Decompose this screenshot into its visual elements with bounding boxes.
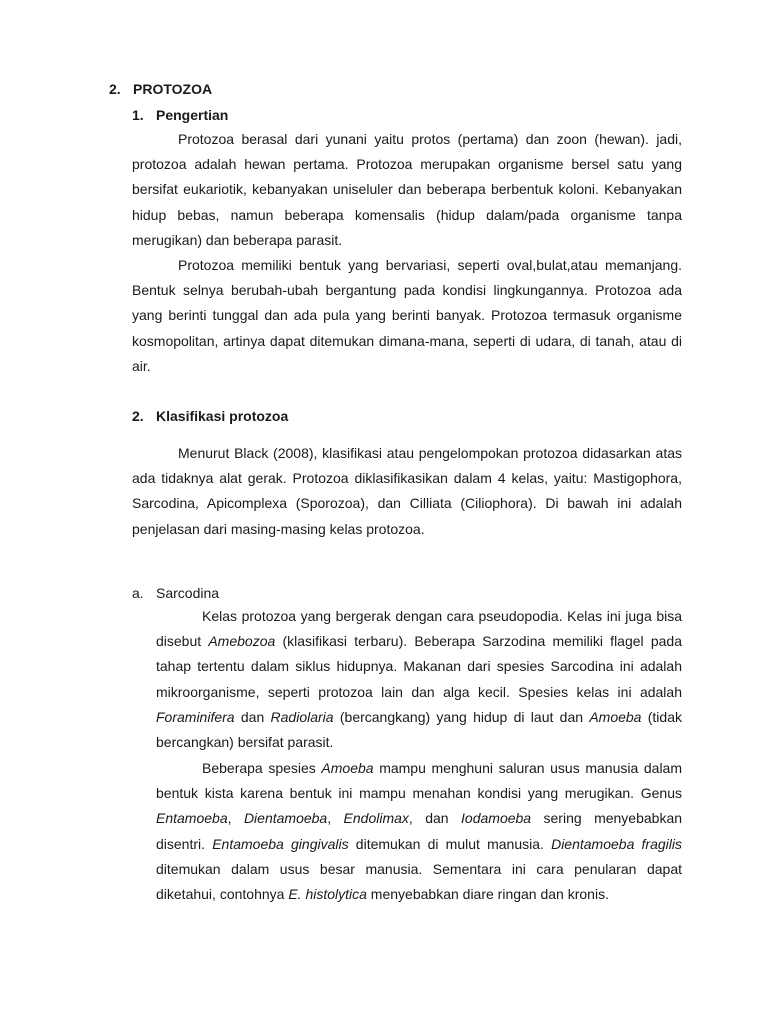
list-item-title: Sarcodina <box>156 585 220 601</box>
subsection-heading-pengertian <box>132 107 228 123</box>
paragraph-pengertian-2: Protozoa memiliki bentuk yang bervariasi, seperti oval,bulat,atau memanjang. Bentuk selnya berubah-ubah bergantung pada kondisi lingkungannya. Protozoa ada yang berinti tunggal dan ada pula yang berinti banyak. Protozoa termasuk organisme kosmopolitan, artinya dapat ditemukan dimana-mana, seperti di udara, di tanah, atau di air. <box>132 257 682 374</box>
paragraph-sarcodina-1: Kelas protozoa yang bergerak dengan cara pseudopodia. Kelas ini juga bisa disebut Amebozoa (klasifikasi terbaru). Beberapa Sarzodina memiliki flagel pada tahap tertentu dalam siklus hidupnya. Makanan dari spesies Sarcodina ini adalah mikroorganisme, seperti protozoa lain dan alga kecil. Spesies kelas ini adalah Foraminifera dan Radiolaria (bercangkang) yang hidup di laut dan Amoeba (tidak bercangkan) bersifat parasit. <box>156 608 682 751</box>
subsection-title: Pengertian <box>156 107 229 123</box>
subsection-number: 1. <box>132 107 144 123</box>
paragraph-pengertian-1: Protozoa berasal dari yunani yaitu protos (pertama) dan zoon (hewan). jadi, protozoa adalah hewan pertama. Protozoa merupakan organisme bersel satu yang bersifat eukariotik, kebanyakan uniseluler dan beberapa berbentuk koloni. Kebanyakan hidup bebas, namun beberapa komensalis (hidup dalam/pada organisme tanpa merugikan) dan beberapa parasit. <box>132 131 682 248</box>
subsection-title: Klasifikasi protozoa <box>156 408 289 424</box>
list-letter: a. <box>132 585 144 601</box>
list-item-sarcodina-heading <box>132 585 219 601</box>
paragraph-sarcodina-2: Beberapa spesies Amoeba mampu menghuni saluran usus manusia dalam bentuk kista karena bentuk ini mampu menahan kondisi yang merugikan. Genus Entamoeba, Dientamoeba, Endolimax, dan Iodamoeba sering menyebabkan disentri. Entamoeba gingivalis ditemukan di mulut manusia. Dientamoeba fragilis ditemukan dalam usus besar manusia. Sementara ini cara penularan dapat diketahui, contohnya E. histolytica menyebabkan diare ringan dan kronis. <box>156 760 683 903</box>
subsection-heading-klasifikasi <box>132 408 288 424</box>
paragraph-klasifikasi-1: Menurut Black (2008), klasifikasi atau pengelompokan protozoa didasarkan atas ada tidaknya alat gerak. Protozoa diklasifikasikan dalam 4 kelas, yaitu: Mastigophora, Sarcodina, Apicomplexa (Sporozoa), dan Cilliata (Ciliophora). Di bawah ini adalah penjelasan dari masing-masing kelas protozoa. <box>132 445 682 537</box>
section-number: 2. <box>109 81 121 97</box>
section-heading <box>109 81 212 97</box>
section-title: PROTOZOA <box>133 81 213 97</box>
subsection-number: 2. <box>132 408 144 424</box>
